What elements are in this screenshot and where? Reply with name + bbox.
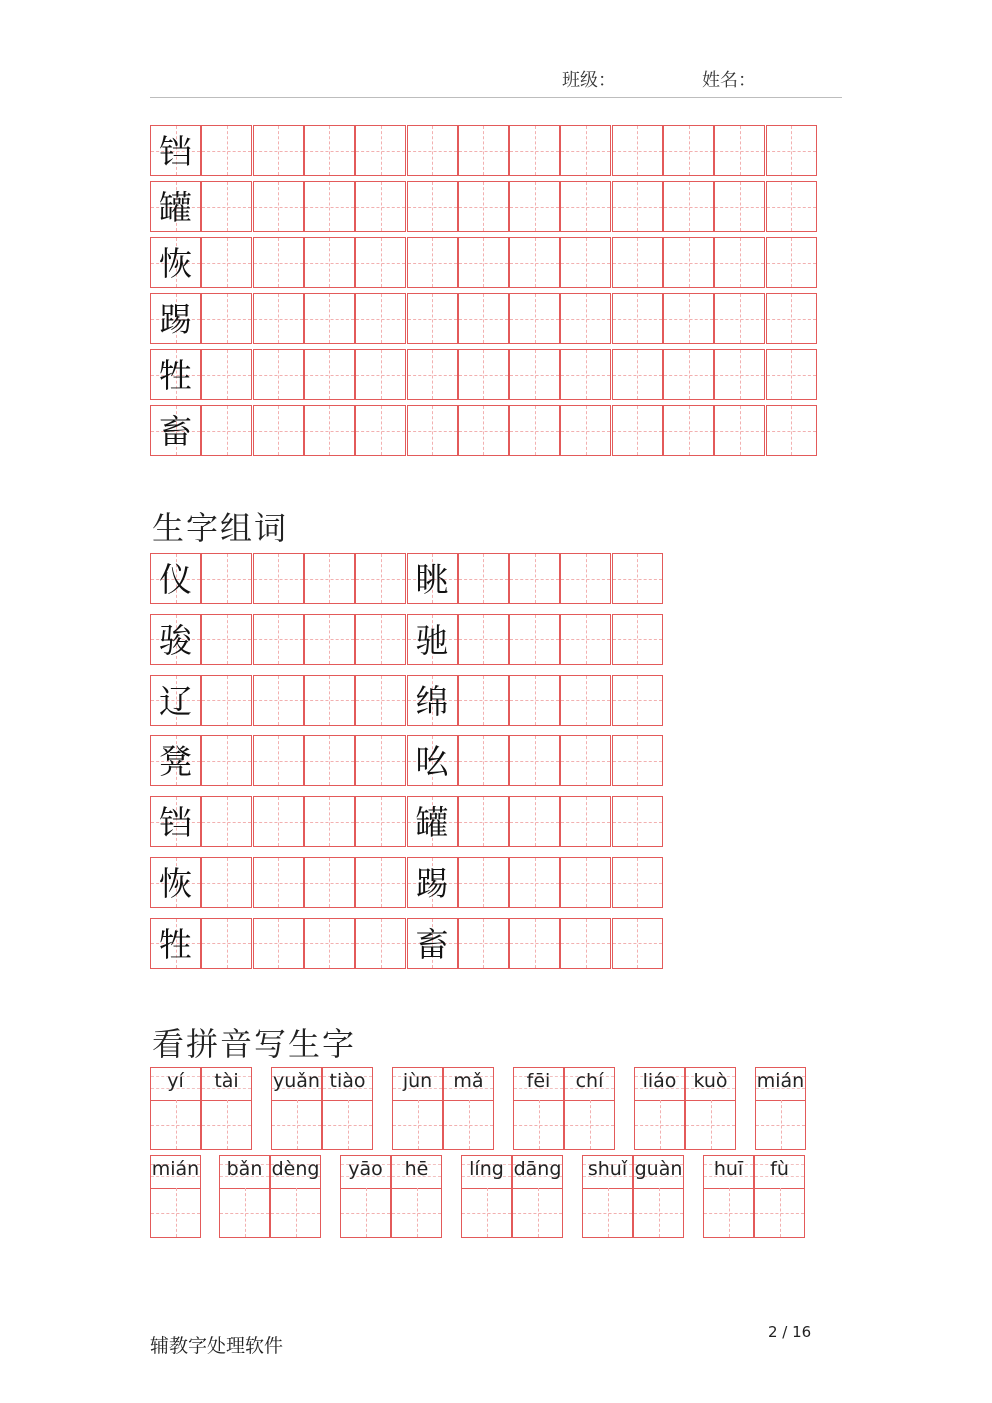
word-blank-cell xyxy=(509,918,560,969)
writing-box xyxy=(220,1188,269,1237)
writing-box xyxy=(341,1188,390,1237)
word-blank-cell xyxy=(355,918,406,969)
word-blank-cell xyxy=(612,796,663,847)
practice-blank-cell xyxy=(714,237,765,288)
pinyin-text: guàn xyxy=(634,1158,683,1180)
practice-blank-cell xyxy=(458,237,509,288)
writing-box xyxy=(272,1100,321,1149)
hanzi-character: 吆 xyxy=(415,742,449,782)
practice-blank-cell xyxy=(201,237,252,288)
pinyin-line xyxy=(272,1068,321,1101)
practice-blank-cell xyxy=(304,349,355,400)
word-blank-cell xyxy=(304,675,355,726)
writing-box xyxy=(755,1188,804,1237)
practice-blank-cell xyxy=(458,293,509,344)
pinyin-cell xyxy=(755,1067,806,1150)
pinyin-line xyxy=(151,1068,200,1101)
practice-blank-cell xyxy=(253,293,304,344)
practice-blank-cell xyxy=(407,349,458,400)
practice-blank-cell xyxy=(509,293,560,344)
pinyin-line xyxy=(323,1068,372,1101)
practice-blank-cell xyxy=(407,125,458,176)
word-blank-cell xyxy=(355,614,406,665)
word-blank-cell xyxy=(355,553,406,604)
word-char-cell xyxy=(407,553,458,604)
pinyin-cell xyxy=(391,1155,442,1238)
practice-blank-cell xyxy=(304,405,355,456)
word-char-cell xyxy=(150,796,201,847)
word-blank-cell xyxy=(560,857,611,908)
pinyin-line xyxy=(565,1068,614,1101)
section-title-words: 生字组词 xyxy=(152,509,289,547)
word-char-cell xyxy=(407,918,458,969)
pinyin-cell xyxy=(512,1155,563,1238)
pinyin-cell xyxy=(340,1155,391,1238)
pinyin-cell xyxy=(150,1067,201,1150)
practice-char-cell xyxy=(150,349,201,400)
word-blank-cell xyxy=(253,614,304,665)
hanzi-character: 踢 xyxy=(415,864,449,903)
practice-blank-cell xyxy=(560,181,611,232)
pinyin-text: yāo xyxy=(348,1158,383,1180)
pinyin-line xyxy=(635,1068,684,1101)
pinyin-text: shuǐ xyxy=(587,1158,628,1180)
pinyin-cell xyxy=(634,1067,685,1150)
practice-blank-cell xyxy=(663,237,714,288)
pinyin-text: chí xyxy=(575,1070,604,1092)
writing-box xyxy=(444,1100,493,1149)
practice-blank-cell xyxy=(355,181,406,232)
practice-blank-cell xyxy=(355,125,406,176)
word-blank-cell xyxy=(509,553,560,604)
pinyin-line xyxy=(686,1068,735,1101)
practice-blank-cell xyxy=(304,125,355,176)
word-blank-cell xyxy=(612,857,663,908)
practice-blank-cell xyxy=(663,181,714,232)
pinyin-text: huī xyxy=(713,1158,744,1180)
word-blank-cell xyxy=(560,614,611,665)
word-blank-cell xyxy=(201,918,252,969)
pinyin-cell xyxy=(219,1155,270,1238)
pinyin-line xyxy=(583,1156,632,1189)
word-blank-cell xyxy=(201,614,252,665)
practice-blank-cell xyxy=(560,237,611,288)
practice-blank-cell xyxy=(560,293,611,344)
word-blank-cell xyxy=(458,735,509,786)
pinyin-line xyxy=(462,1156,511,1189)
pinyin-line xyxy=(392,1156,441,1189)
practice-blank-cell xyxy=(766,405,817,456)
pinyin-cell xyxy=(392,1067,443,1150)
hanzi-character: 畜 xyxy=(415,924,449,964)
pinyin-text: tài xyxy=(214,1070,239,1092)
practice-blank-cell xyxy=(355,293,406,344)
pinyin-text: hē xyxy=(404,1158,429,1180)
practice-blank-cell xyxy=(458,181,509,232)
practice-blank-cell xyxy=(253,237,304,288)
word-blank-cell xyxy=(201,675,252,726)
practice-blank-cell xyxy=(663,405,714,456)
hanzi-character: 恢 xyxy=(159,864,192,903)
practice-blank-cell xyxy=(714,405,765,456)
practice-blank-cell xyxy=(407,237,458,288)
word-blank-cell xyxy=(355,735,406,786)
word-blank-cell xyxy=(612,553,663,604)
pinyin-cell xyxy=(150,1155,201,1238)
practice-blank-cell xyxy=(612,405,663,456)
word-char-cell xyxy=(150,918,201,969)
practice-char-cell xyxy=(150,125,201,176)
word-char-cell xyxy=(150,675,201,726)
writing-box xyxy=(393,1100,442,1149)
pinyin-line xyxy=(634,1156,683,1189)
practice-blank-cell xyxy=(253,125,304,176)
hanzi-character: 绵 xyxy=(415,681,449,721)
hanzi-character: 畜 xyxy=(159,412,192,451)
hanzi-character: 罐 xyxy=(159,188,192,227)
practice-blank-cell xyxy=(253,405,304,456)
hanzi-character: 凳 xyxy=(159,742,192,782)
pinyin-text: dèng xyxy=(271,1158,320,1180)
word-blank-cell xyxy=(509,735,560,786)
word-blank-cell xyxy=(253,735,304,786)
writing-box xyxy=(635,1100,684,1149)
page-header xyxy=(150,60,842,98)
hanzi-character: 驰 xyxy=(415,620,449,660)
writing-box xyxy=(513,1188,562,1237)
practice-blank-cell xyxy=(714,293,765,344)
word-char-cell xyxy=(407,675,458,726)
practice-blank-cell xyxy=(407,181,458,232)
hanzi-character: 眺 xyxy=(415,560,449,599)
pinyin-line xyxy=(202,1068,251,1101)
hanzi-character: 牲 xyxy=(159,924,192,964)
footer-software-name: 辅教字处理软件 xyxy=(150,1335,284,1357)
word-char-cell xyxy=(407,796,458,847)
practice-blank-cell xyxy=(766,125,817,176)
word-blank-cell xyxy=(304,918,355,969)
hanzi-character: 铛 xyxy=(159,803,192,843)
pinyin-line xyxy=(755,1156,804,1189)
practice-blank-cell xyxy=(612,181,663,232)
word-blank-cell xyxy=(304,796,355,847)
pinyin-text: fēi xyxy=(526,1070,551,1092)
pinyin-cell xyxy=(703,1155,754,1238)
word-char-cell xyxy=(407,614,458,665)
pinyin-cell xyxy=(461,1155,512,1238)
practice-blank-cell xyxy=(509,237,560,288)
word-blank-cell xyxy=(612,918,663,969)
writing-box xyxy=(151,1100,200,1149)
pinyin-text: tiào xyxy=(329,1070,366,1092)
word-blank-cell xyxy=(253,553,304,604)
practice-blank-cell xyxy=(560,405,611,456)
practice-blank-cell xyxy=(407,293,458,344)
word-blank-cell xyxy=(560,735,611,786)
practice-char-cell xyxy=(150,405,201,456)
writing-box xyxy=(634,1188,683,1237)
class-label: 班级： xyxy=(562,70,616,91)
writing-box xyxy=(686,1100,735,1149)
word-blank-cell xyxy=(509,796,560,847)
word-blank-cell xyxy=(304,553,355,604)
hanzi-character: 铛 xyxy=(159,132,192,171)
pinyin-line xyxy=(704,1156,753,1189)
practice-blank-cell xyxy=(509,349,560,400)
word-blank-cell xyxy=(560,553,611,604)
word-blank-cell xyxy=(612,735,663,786)
pinyin-cell xyxy=(633,1155,684,1238)
hanzi-character: 踢 xyxy=(159,300,192,339)
pinyin-text: mián xyxy=(151,1158,200,1180)
pinyin-cell xyxy=(201,1067,252,1150)
practice-blank-cell xyxy=(612,349,663,400)
practice-blank-cell xyxy=(458,405,509,456)
word-char-cell xyxy=(407,735,458,786)
section-title-pinyin: 看拼音写生字 xyxy=(152,1025,357,1063)
word-blank-cell xyxy=(458,918,509,969)
practice-blank-cell xyxy=(355,349,406,400)
practice-blank-cell xyxy=(766,293,817,344)
word-blank-cell xyxy=(509,675,560,726)
practice-blank-cell xyxy=(714,181,765,232)
writing-box xyxy=(271,1188,320,1237)
word-blank-cell xyxy=(458,796,509,847)
pinyin-text: fù xyxy=(770,1158,789,1180)
practice-blank-cell xyxy=(663,349,714,400)
hanzi-character: 恢 xyxy=(159,244,192,283)
word-blank-cell xyxy=(560,918,611,969)
practice-blank-cell xyxy=(766,349,817,400)
word-blank-cell xyxy=(458,857,509,908)
word-blank-cell xyxy=(304,857,355,908)
practice-blank-cell xyxy=(304,181,355,232)
pinyin-line xyxy=(151,1156,200,1189)
word-blank-cell xyxy=(458,614,509,665)
practice-blank-cell xyxy=(201,125,252,176)
page-number: 2 / 16 xyxy=(768,1323,812,1341)
word-char-cell xyxy=(150,614,201,665)
practice-blank-cell xyxy=(201,349,252,400)
pinyin-cell xyxy=(754,1155,805,1238)
word-blank-cell xyxy=(612,675,663,726)
pinyin-text: liáo xyxy=(642,1070,677,1092)
writing-box xyxy=(392,1188,441,1237)
word-char-cell xyxy=(150,553,201,604)
pinyin-cell xyxy=(564,1067,615,1150)
pinyin-line xyxy=(220,1156,269,1189)
practice-blank-cell xyxy=(766,181,817,232)
pinyin-cell xyxy=(271,1067,322,1150)
practice-blank-cell xyxy=(612,293,663,344)
pinyin-text: líng xyxy=(469,1158,504,1180)
word-blank-cell xyxy=(253,796,304,847)
pinyin-line xyxy=(756,1068,805,1101)
hanzi-character: 牲 xyxy=(159,356,192,395)
word-blank-cell xyxy=(253,857,304,908)
word-blank-cell xyxy=(253,675,304,726)
word-blank-cell xyxy=(458,675,509,726)
word-blank-cell xyxy=(253,918,304,969)
writing-box xyxy=(583,1188,632,1237)
practice-blank-cell xyxy=(458,125,509,176)
writing-box xyxy=(323,1100,372,1149)
word-char-cell xyxy=(407,857,458,908)
practice-blank-cell xyxy=(253,181,304,232)
hanzi-character: 辽 xyxy=(159,681,192,721)
practice-blank-cell xyxy=(304,237,355,288)
practice-blank-cell xyxy=(766,237,817,288)
pinyin-cell xyxy=(582,1155,633,1238)
pinyin-line xyxy=(513,1156,562,1189)
writing-box xyxy=(202,1100,251,1149)
pinyin-text: yuǎn xyxy=(273,1070,320,1092)
practice-blank-cell xyxy=(509,405,560,456)
practice-blank-cell xyxy=(612,125,663,176)
pinyin-text: mián xyxy=(756,1070,805,1092)
pinyin-line xyxy=(271,1156,320,1189)
practice-blank-cell xyxy=(253,349,304,400)
pinyin-text: dāng xyxy=(513,1158,562,1180)
practice-blank-cell xyxy=(714,349,765,400)
word-blank-cell xyxy=(355,796,406,847)
writing-box xyxy=(151,1188,200,1237)
word-blank-cell xyxy=(304,735,355,786)
practice-blank-cell xyxy=(201,405,252,456)
pinyin-cell xyxy=(685,1067,736,1150)
word-blank-cell xyxy=(355,857,406,908)
pinyin-cell xyxy=(443,1067,494,1150)
pinyin-text: yí xyxy=(167,1070,184,1092)
name-label: 姓名： xyxy=(702,70,756,91)
practice-char-cell xyxy=(150,293,201,344)
word-blank-cell xyxy=(612,614,663,665)
word-blank-cell xyxy=(201,553,252,604)
practice-char-cell xyxy=(150,181,201,232)
practice-blank-cell xyxy=(304,293,355,344)
word-blank-cell xyxy=(560,796,611,847)
word-blank-cell xyxy=(509,857,560,908)
pinyin-line xyxy=(341,1156,390,1189)
practice-blank-cell xyxy=(612,237,663,288)
pinyin-cell xyxy=(513,1067,564,1150)
practice-blank-cell xyxy=(560,125,611,176)
writing-box xyxy=(704,1188,753,1237)
word-blank-cell xyxy=(509,614,560,665)
hanzi-character: 骏 xyxy=(159,620,192,660)
practice-blank-cell xyxy=(714,125,765,176)
writing-box xyxy=(462,1188,511,1237)
practice-blank-cell xyxy=(355,237,406,288)
practice-blank-cell xyxy=(355,405,406,456)
pinyin-text: mǎ xyxy=(453,1070,484,1092)
word-blank-cell xyxy=(560,675,611,726)
pinyin-cell xyxy=(322,1067,373,1150)
pinyin-line xyxy=(393,1068,442,1101)
practice-blank-cell xyxy=(509,125,560,176)
practice-blank-cell xyxy=(663,125,714,176)
pinyin-text: bǎn xyxy=(226,1158,263,1180)
word-blank-cell xyxy=(201,735,252,786)
word-blank-cell xyxy=(355,675,406,726)
writing-box xyxy=(565,1100,614,1149)
writing-box xyxy=(514,1100,563,1149)
pinyin-text: kuò xyxy=(693,1070,728,1092)
hanzi-character: 罐 xyxy=(415,803,449,843)
practice-blank-cell xyxy=(458,349,509,400)
word-blank-cell xyxy=(304,614,355,665)
word-blank-cell xyxy=(458,553,509,604)
pinyin-line xyxy=(444,1068,493,1101)
practice-blank-cell xyxy=(201,181,252,232)
writing-box xyxy=(756,1100,805,1149)
practice-blank-cell xyxy=(663,293,714,344)
practice-blank-cell xyxy=(407,405,458,456)
word-blank-cell xyxy=(201,857,252,908)
word-char-cell xyxy=(150,735,201,786)
pinyin-cell xyxy=(270,1155,321,1238)
practice-blank-cell xyxy=(201,293,252,344)
pinyin-line xyxy=(514,1068,563,1101)
practice-char-cell xyxy=(150,237,201,288)
word-char-cell xyxy=(150,857,201,908)
practice-blank-cell xyxy=(509,181,560,232)
hanzi-character: 仪 xyxy=(159,560,192,599)
practice-blank-cell xyxy=(560,349,611,400)
word-blank-cell xyxy=(201,796,252,847)
pinyin-text: jùn xyxy=(402,1070,433,1092)
